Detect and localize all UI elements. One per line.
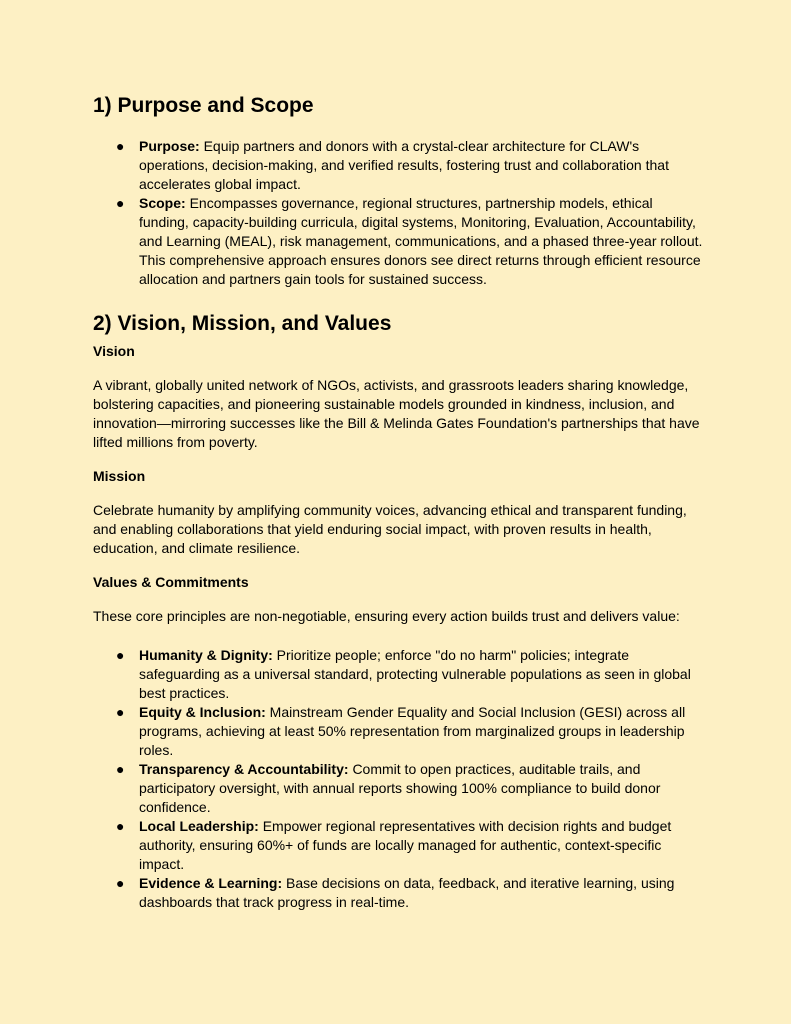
values-list	[93, 646, 703, 912]
list-item	[93, 703, 703, 760]
purpose-scope-list	[93, 137, 703, 289]
list-item	[93, 137, 703, 194]
mission-text: Celebrate humanity by amplifying community voices, advancing ethical and transparent funding, and enabling collaborations that yield enduring social impact, with proven results in health, education, and climate resilience.	[93, 502, 687, 556]
bullet-icon: ●	[116, 647, 125, 663]
bullet-icon: ●	[116, 875, 125, 891]
item-text: Commit to open practices, auditable trails, and participatory oversight, with annual reports showing 100% compliance to build donor confidence.	[139, 761, 661, 815]
item-text: Empower regional representatives with decision rights and budget authority, ensuring 60%+ of funds are locally managed for authentic, context-specific impact.	[139, 818, 672, 872]
item-label: Humanity & Dignity:	[139, 647, 277, 663]
bullet-icon: ●	[116, 818, 125, 834]
bullet-icon: ●	[116, 704, 125, 720]
list-item	[93, 817, 703, 874]
vision-subheading: Vision	[93, 343, 135, 359]
bullet-icon: ●	[116, 761, 125, 777]
document-content	[93, 92, 703, 912]
values-intro: These core principles are non-negotiable, ensuring every action builds trust and delivers value:	[93, 608, 680, 624]
item-text: Mainstream Gender Equality and Social Inclusion (GESI) across all programs, achieving at least 50% representation from marginalized groups in leadership roles.	[139, 704, 686, 758]
list-item	[93, 760, 703, 817]
section-heading-vision-mission-values: 2) Vision, Mission, and Values	[93, 312, 392, 335]
bullet-icon: ●	[116, 195, 125, 211]
item-label: Scope:	[139, 195, 190, 211]
vision-text: A vibrant, globally united network of NGOs, activists, and grassroots leaders sharing knowledge, bolstering capacities, and pioneering sustainable models grounded in kindness, inclusion, and innovation—mirroring successes like the Bill & Melinda Gates Foundation's partnerships that have lifted millions from poverty.	[93, 377, 700, 450]
bullet-icon: ●	[116, 138, 125, 154]
item-label: Equity & Inclusion:	[139, 704, 270, 720]
section-heading-purpose-scope: 1) Purpose and Scope	[93, 94, 314, 117]
item-label: Purpose:	[139, 138, 204, 154]
item-text: Base decisions on data, feedback, and iterative learning, using dashboards that track progress in real-time.	[139, 875, 675, 910]
mission-subheading: Mission	[93, 468, 146, 484]
item-label: Transparency & Accountability:	[139, 761, 353, 777]
item-text: Encompasses governance, regional structures, partnership models, ethical funding, capacity-building curricula, digital systems, Monitoring, Evaluation, Accountability, and Learning (MEAL), risk management, communications, and a phased three-year rollout. This comprehensive approach ensures donors see direct returns through efficient resource allocation and partners gain tools for sustained success.	[139, 195, 703, 287]
list-item	[93, 646, 703, 703]
list-item	[93, 194, 703, 289]
item-label: Evidence & Learning:	[139, 875, 287, 891]
item-label: Local Leadership:	[139, 818, 263, 834]
values-subheading: Values & Commitments	[93, 574, 249, 590]
list-item	[93, 874, 703, 912]
item-text: Equip partners and donors with a crystal-clear architecture for CLAW's operations, decision-making, and verified results, fostering trust and collaboration that accelerates global impact.	[139, 138, 669, 192]
item-text: Prioritize people; enforce "do no harm" policies; integrate safeguarding as a universal standard, protecting vulnerable populations as seen in global best practices.	[139, 647, 691, 701]
